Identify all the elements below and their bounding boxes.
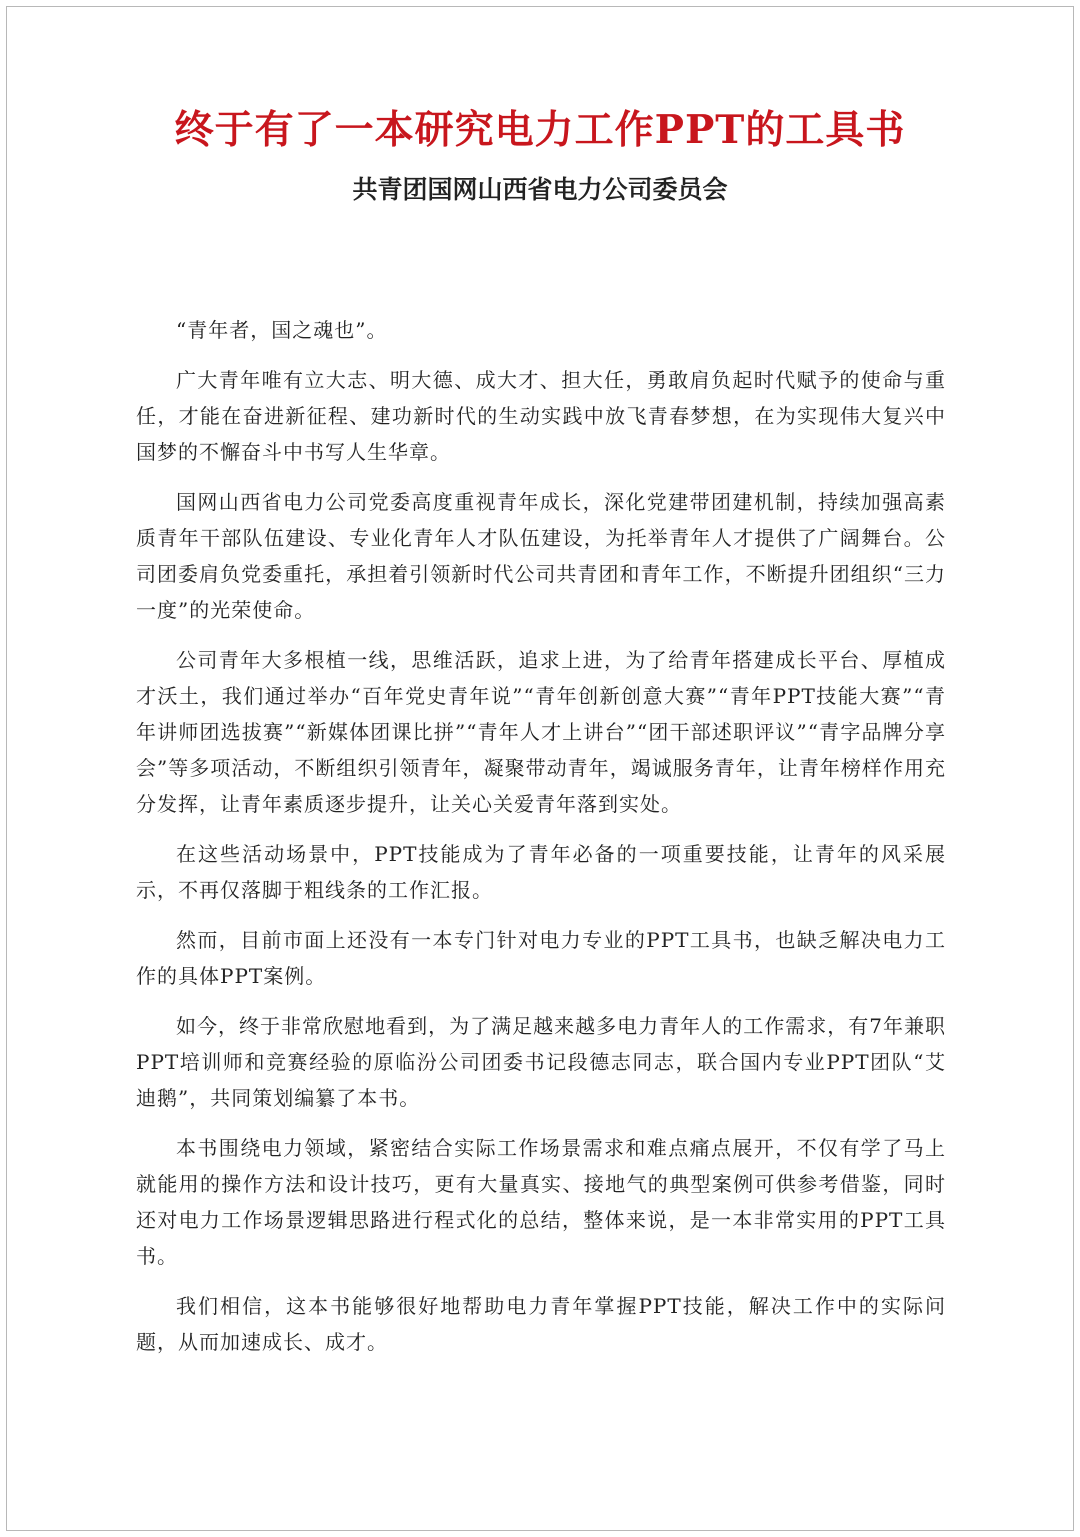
paragraph-5: 在这些活动场景中，PPT技能成为了青年必备的一项重要技能，让青年的风采展示，不再仅落脚于粗线条的工作汇报。: [136, 842, 946, 902]
paragraph-6: 然而，目前市面上还没有一本专门针对电力专业的PPT工具书，也缺乏解决电力工作的具体PPT案例。: [136, 928, 946, 988]
page-title: 终于有了一本研究电力工作PPT的工具书: [174, 107, 906, 153]
paragraph-1: “青年者，国之魂也”。: [176, 318, 388, 342]
body-text: [136, 312, 946, 1374]
paragraph-3: 国网山西省电力公司党委高度重视青年成长，深化党建带团建机制，持续加强高素质青年干部队伍建设、专业化青年人才队伍建设，为托举青年人才提供了广阔舞台。公司团委肩负党委重托，承担着引领新时代公司共青团和青年工作，不断提升团组织“三力一度”的光荣使命。: [136, 490, 946, 622]
paragraph-9: 我们相信，这本书能够很好地帮助电力青年掌握PPT技能，解决工作中的实际问题，从而加速成长、成才。: [136, 1294, 946, 1354]
paragraph-2: 广大青年唯有立大志、明大德、成大才、担大任，勇敢肩负起时代赋予的使命与重任，才能在奋进新征程、建功新时代的生动实践中放飞青春梦想，在为实现伟大复兴中国梦的不懈奋斗中书写人生华章。: [136, 368, 946, 464]
paragraph-4: 公司青年大多根植一线，思维活跃，追求上进，为了给青年搭建成长平台、厚植成才沃土，我们通过举办“百年党史青年说”“青年创新创意大赛”“青年PPT技能大赛”“青年讲师团选拔赛”“新媒体团课比拼”“青年人才上讲台”“团干部述职评议”“青字品牌分享会”等多项活动，不断组织引领青年，凝聚带动青年，竭诚服务青年，让青年榜样作用充分发挥，让青年素质逐步提升，让关心关爱青年落到实处。: [136, 648, 946, 816]
paragraph-7: 如今，终于非常欣慰地看到，为了满足越来越多电力青年人的工作需求，有7年兼职PPT培训师和竞赛经验的原临汾公司团委书记段德志同志，联合国内专业PPT团队“艾迪鹅”，共同策划编纂了本书。: [136, 1014, 946, 1110]
paragraph-8: 本书围绕电力领域，紧密结合实际工作场景需求和难点痛点展开，不仅有学了马上就能用的操作方法和设计技巧，更有大量真实、接地气的典型案例可供参考借鉴，同时还对电力工作场景逻辑思路进行程式化的总结，整体来说，是一本非常实用的PPT工具书。: [136, 1136, 946, 1268]
page-subtitle: 共青团国网山西省电力公司委员会: [352, 175, 728, 204]
